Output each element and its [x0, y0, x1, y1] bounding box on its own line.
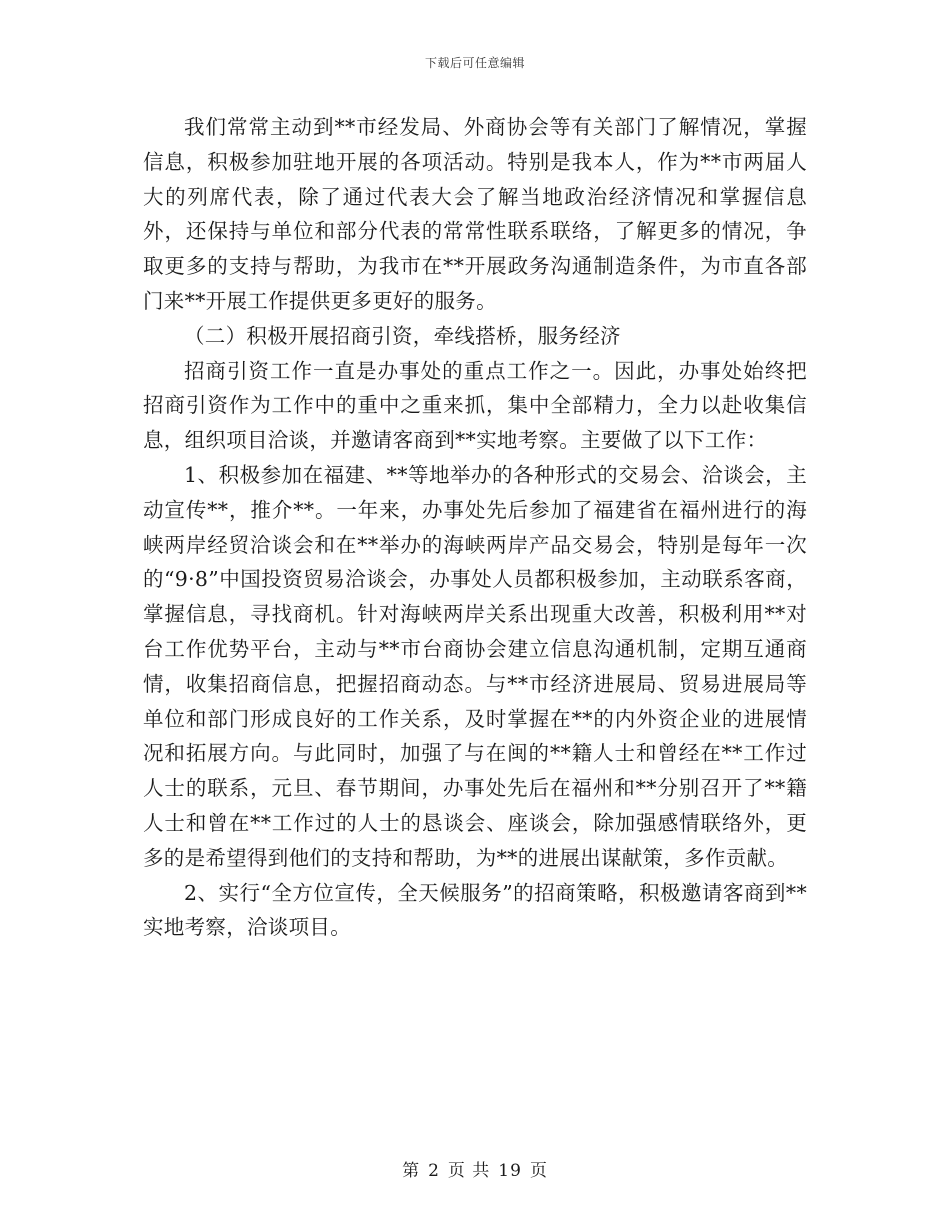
paragraph-item-2-strategy: 2、实行“全方位宣传，全天候服务”的招商策略，积极邀请客商到**实地考察，洽谈项目。	[143, 880, 807, 940]
paragraph-item-1-fairs: 1、积极参加在福建、**等地举办的各种形式的交易会、洽谈会，主动宣传**，推介**。一年来，办事处先后参加了福建省在福州进行的海峡两岸经贸洽谈会和在**举办的海峡两岸产品交易会，特别是每年一次的“9·8”中国投资贸易洽谈会，办事处人员都积极参加，主动联系客商，掌握信息，寻找商机。针对海峡两岸关系出现重大改善，积极利用**对台工作优势平台，主动与**市台商协会建立信息沟通机制，定期互通商情，收集招商信息，把握招商动态。与**市经济进展局、贸易进展局等单位和部门形成良好的工作关系，及时掌握在**的内外资企业的进展情况和拓展方向。与此同时，加强了与在闽的**籍人士和曾经在**工作过人士的联系，元旦、春节期间，办事处先后在福州和**分别召开了**籍人士和曾在**工作过的人士的恳谈会、座谈会，除加强感情联络外，更多的是希望得到他们的支持和帮助，为**的进展出谋献策，多作贡献。	[143, 462, 807, 870]
footer-suffix: 页	[529, 1161, 548, 1181]
paragraph-investment-intro: 招商引资工作一直是办事处的重点工作之一。因此，办事处始终把招商引资作为工作中的重中之重来抓，集中全部精力，全力以赴收集信息，组织项目洽谈，并邀请客商到**实地考察。主要做了以下工作：	[143, 358, 807, 453]
document-body	[143, 110, 807, 945]
paragraph-contact-departments: 我们常常主动到**市经发局、外商协会等有关部门了解情况，掌握信息，积极参加驻地开展的各项活动。特别是我本人，作为**市两届人大的列席代表，除了通过代表大会了解当地政治经济情况和掌握信息外，还保持与单位和部分代表的常常性联系联络，了解更多的情况，争取更多的支持与帮助，为我市在**开展政务沟通制造条件，为市直各部门来**开展工作提供更多更好的服务。	[143, 115, 807, 313]
header-note: 下载后可任意编辑	[424, 56, 525, 70]
page-header	[0, 54, 950, 71]
page-footer	[0, 1156, 950, 1181]
footer-middle: 页 共	[447, 1161, 491, 1181]
section-heading-investment: （二）积极开展招商引资，牵线搭桥，服务经济	[184, 323, 621, 348]
footer-prefix: 第	[402, 1161, 421, 1181]
footer-page-number: 2	[428, 1161, 440, 1181]
footer-total-pages: 19	[498, 1161, 522, 1181]
